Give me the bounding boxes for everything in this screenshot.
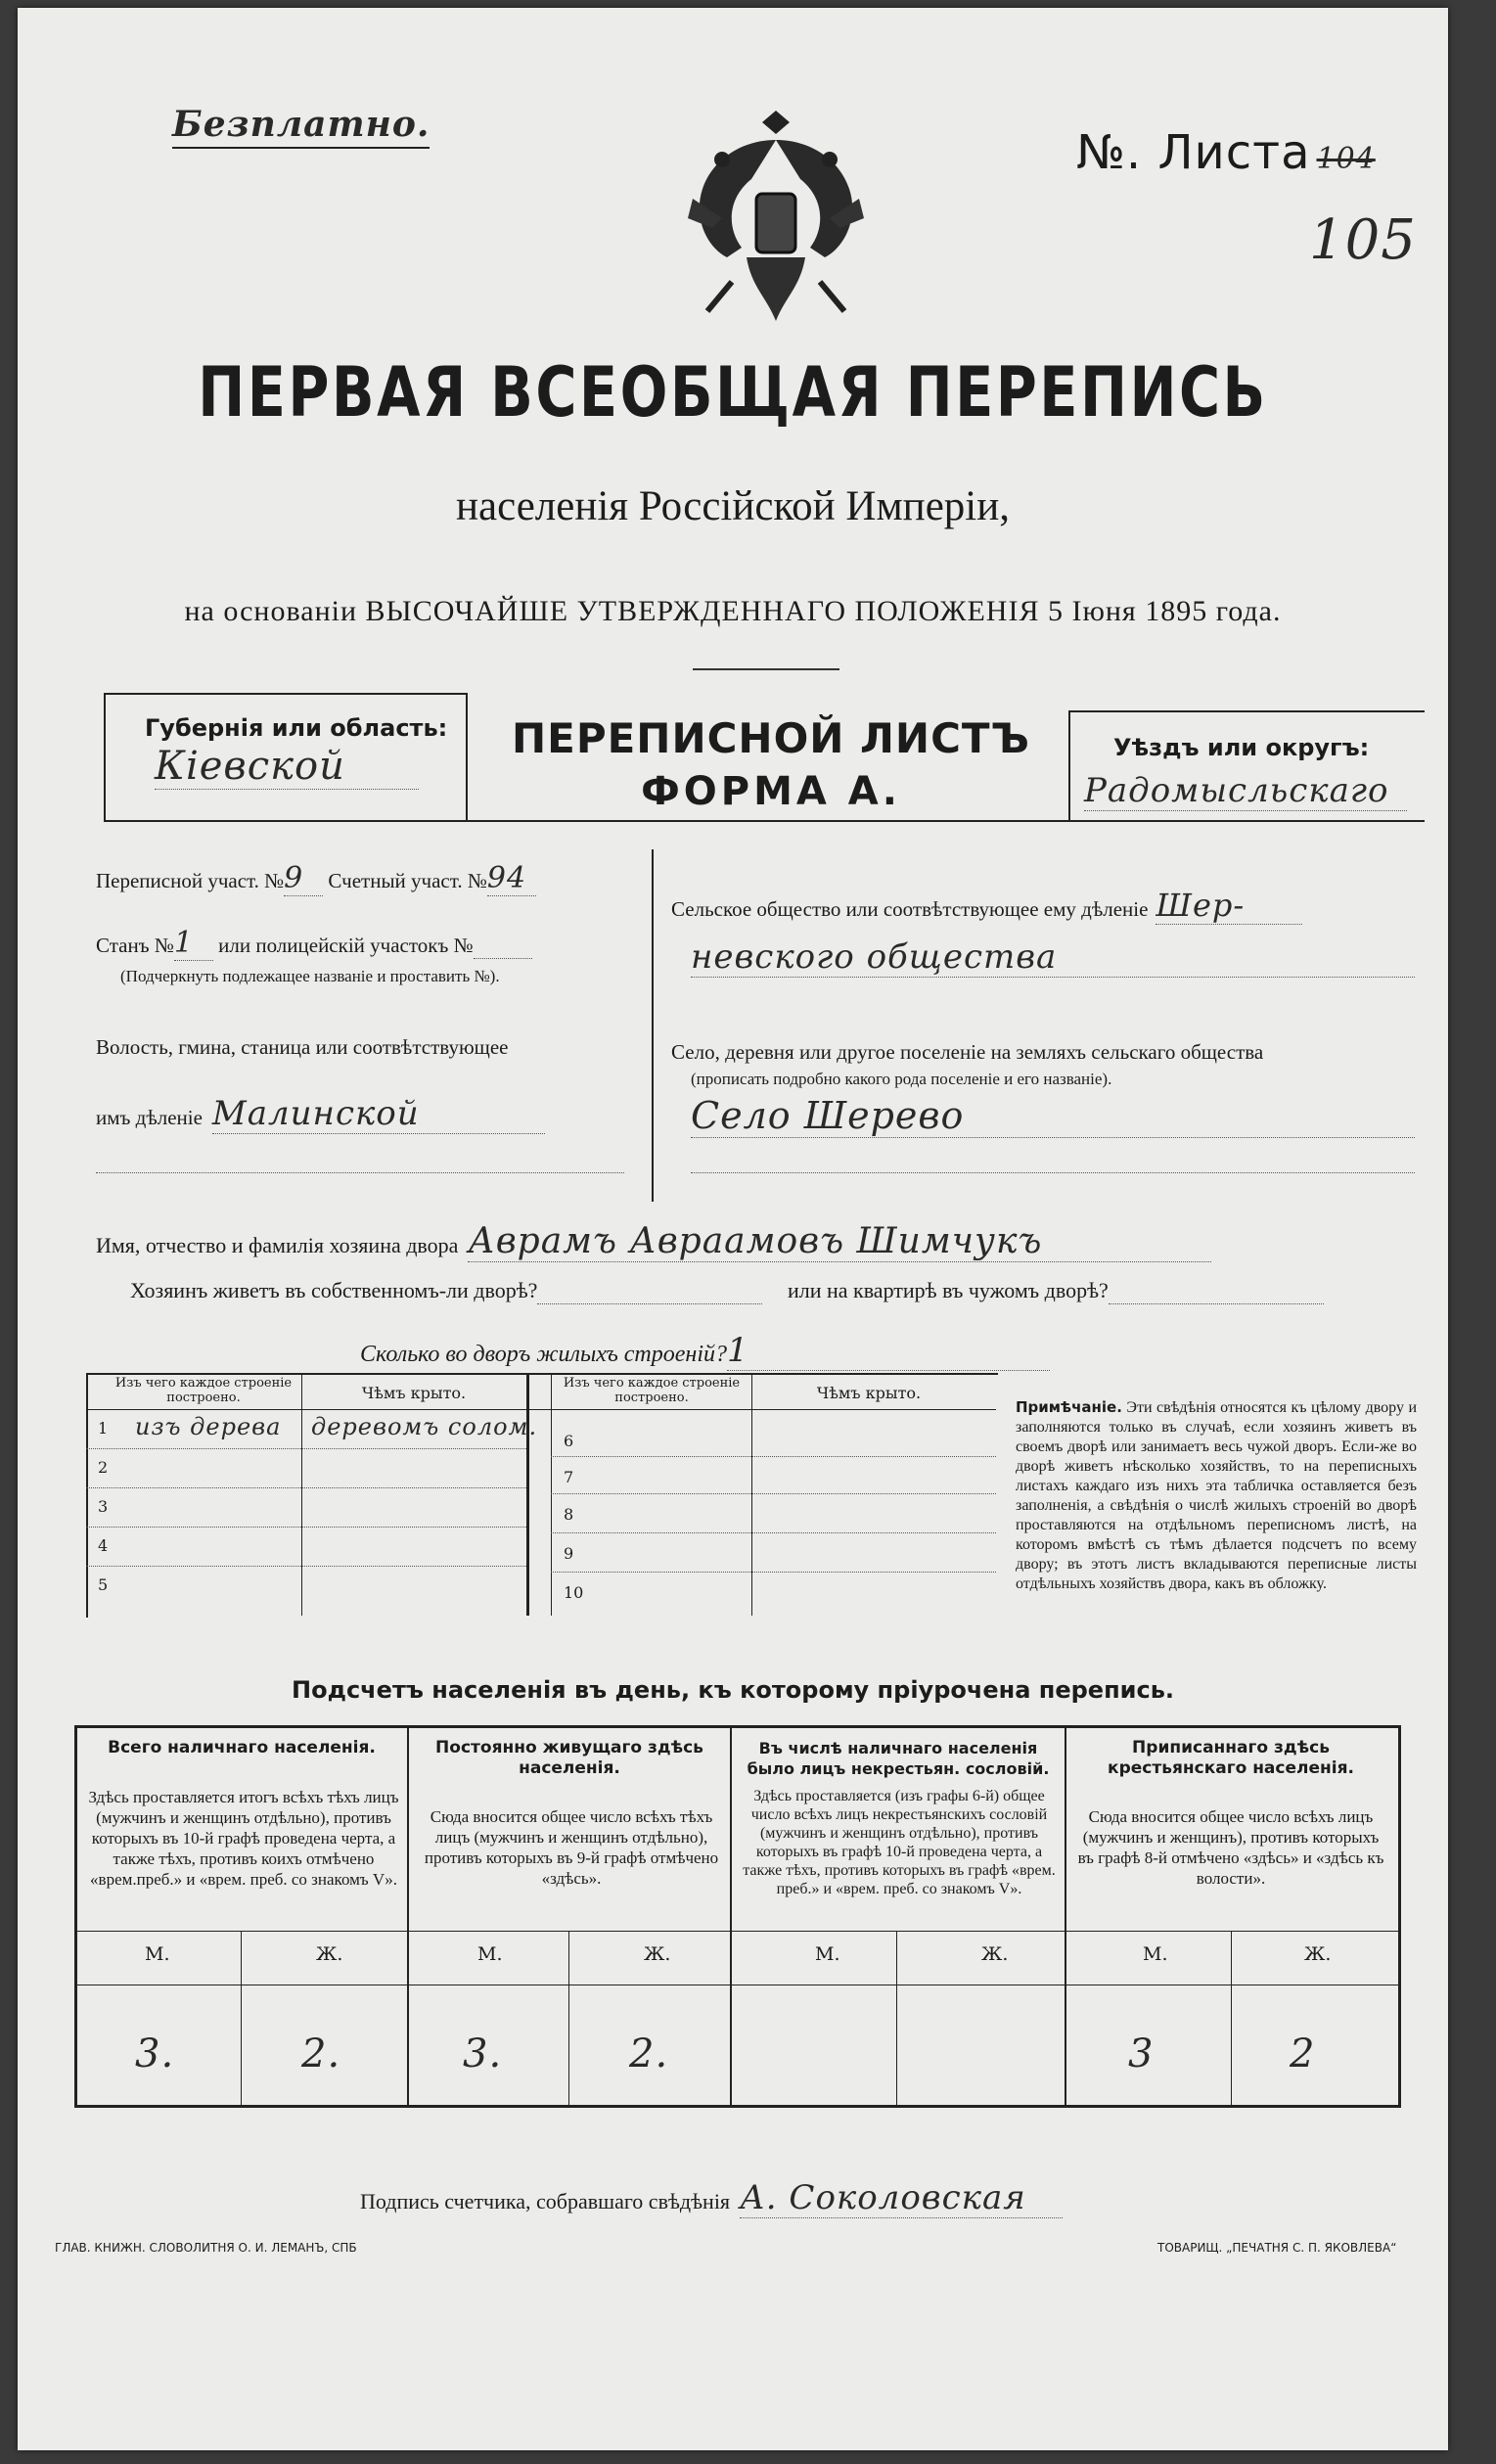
count-table — [74, 1725, 1401, 2108]
owner-label: Имя, отчество и фамилія хозяина двора — [96, 1233, 459, 1257]
note-text: Эти свѣдѣнія относятся къ цѣлому двору и заполняются только въ случаѣ, если хозяинъ живетъ въ своемъ дворѣ или занимаетъ весь чужой дворъ. Если-же во дворѣ живетъ нѣсколько хозяйствъ, то на переписныхъ листахъ каждаго изъ нихъ эта табличка оставляется безъ заполненія, а свѣдѣнія о числѣ жилыхъ строеній во дворѣ проставляются на отдѣльномъ переписномъ листѣ, на которомъ вмѣстѣ съ тѣмъ дѣлается подсчетъ по всему двору; въ этотъ листъ вкладываются переписные листы отдѣльныхъ хозяйствъ двора, какъ въ обложку. — [1016, 1399, 1418, 1592]
row-number: 1 — [98, 1419, 109, 1437]
row-number: 3 — [98, 1497, 109, 1516]
rule — [104, 693, 466, 695]
row-number: 2 — [98, 1458, 109, 1477]
uezd-value: Радомысльскаго — [1084, 771, 1407, 811]
count-m-value: 3. — [463, 2031, 503, 2076]
count-col-head: Всего наличнаго населенія. — [108, 1738, 376, 1757]
count-f-value: 2. — [629, 2031, 669, 2076]
row-number: 6 — [564, 1432, 574, 1450]
gubernia-label: Губернія или область: — [145, 714, 448, 742]
page-title: ПЕРВАЯ ВСЕОБЩАЯ ПЕРЕПИСЬ — [198, 352, 1268, 433]
gubernia-value: Кіевской — [155, 744, 419, 790]
form-name: ФОРМА А. — [641, 769, 901, 814]
perepis-uch-row — [96, 861, 536, 896]
count-m-value: 3 — [1128, 2031, 1155, 2076]
count-col-desc: Сюда вносится общее число всѣхъ тѣхъ лицъ (мужчинъ и женщинъ отдѣльно), противъ которыхъ въ 9-й графѣ отмѣчено «здѣсь». — [424, 1807, 719, 1888]
rule — [896, 1931, 897, 2105]
count-m-value: 3. — [135, 2031, 175, 2076]
row-number: 4 — [98, 1536, 109, 1555]
col-roof-header-2: Чѣмъ крыто. — [816, 1384, 922, 1402]
schet-uch-value: 94 — [487, 861, 536, 896]
census-sheet — [18, 8, 1448, 2450]
selskoe-value-2: невского общества — [691, 937, 1415, 978]
sheet-number-text: №. Листа — [1076, 125, 1311, 180]
volost-label-2: имъ дѣленіе — [96, 1106, 203, 1129]
row-roof: деревомъ солом. — [311, 1413, 538, 1440]
m-label: М. — [145, 1943, 170, 1965]
rule — [652, 849, 654, 1202]
rule — [74, 1931, 1398, 1932]
stan-row — [96, 926, 532, 961]
f-label: Ж. — [316, 1943, 343, 1965]
count-col-head: Приписаннаго здѣсь крестьянскаго населенія. — [1108, 1738, 1354, 1778]
rule — [1065, 1725, 1066, 2105]
selskoe-label: Сельское общество или соотвѣтствующее ему дѣленіе — [671, 897, 1149, 921]
perepis-uch-value: 9 — [284, 861, 323, 896]
buildings-label: Сколько во дворъ жилыхъ строеній? — [360, 1342, 727, 1367]
sheet-number-label — [1076, 125, 1376, 180]
count-col-head: Постоянно живущаго здѣсь населенія. — [435, 1738, 703, 1778]
own-yard-label: Хозяинъ живетъ въ собственномъ-ли дворѣ? — [130, 1278, 538, 1302]
rule — [551, 1373, 552, 1616]
selo-value: Село Шерево — [691, 1094, 1415, 1138]
volost-value: Малинской — [212, 1094, 545, 1134]
police-label: или полицейскій участокъ № — [218, 934, 474, 957]
row-line — [86, 1448, 526, 1449]
row-line — [551, 1572, 996, 1573]
row-line — [551, 1493, 996, 1494]
row-number: 8 — [564, 1505, 574, 1524]
sheet-number-crossed: 104 — [1316, 142, 1376, 176]
rule — [104, 820, 1425, 822]
row-number: 10 — [564, 1583, 584, 1602]
m-label: М. — [477, 1943, 503, 1965]
other-yard-label: или на квартирѣ въ чужомъ дворѣ? — [787, 1278, 1109, 1302]
printer-left: ГЛАВ. КНИЖН. СЛОВОЛИТНЯ О. И. ЛЕМАНЪ, СПБ — [55, 2241, 357, 2255]
note-title: Примѣчаніе. — [1016, 1398, 1122, 1416]
rule — [730, 1725, 732, 2105]
count-col-desc: Здѣсь проставляется (изъ графы 6-й) общее число всѣхъ лицъ некрестьянскихъ сословій (мужчинъ и женщинъ отдѣльно), противъ которыхъ въ графѣ 10-й проведена черта, а также тѣхъ, противъ которыхъ въ графѣ «врем. преб.» и «врем. преб. со знакомъ V». — [743, 1788, 1056, 1897]
police-value — [474, 934, 532, 959]
rule — [1068, 710, 1425, 712]
count-col-desc: Здѣсь проставляется итогъ всѣхъ тѣхъ лицъ (мужчинъ и женщинъ отдѣльно), противъ которыхъ въ 10-й графѣ проведена черта, а также тѣхъ, противъ коихъ отмѣчено «врем.преб.» и «врем. преб. со знакомъ V». — [88, 1788, 399, 1889]
page-subtitle: населенія Россійской Имперіи, — [456, 483, 1010, 529]
other-yard-value — [1109, 1278, 1324, 1304]
f-label: Ж. — [644, 1943, 671, 1965]
buildings-row — [360, 1331, 1050, 1371]
perepis-uch-label: Переписной участ. № — [96, 869, 285, 892]
f-label: Ж. — [1304, 1943, 1332, 1965]
note-block — [1016, 1397, 1417, 1594]
stan-value: 1 — [174, 926, 213, 961]
rule — [86, 1409, 996, 1410]
row-number: 7 — [564, 1468, 574, 1486]
rule — [526, 1373, 529, 1616]
row-line — [86, 1527, 526, 1528]
owner-row — [96, 1221, 1211, 1262]
f-label: Ж. — [981, 1943, 1009, 1965]
row-line — [86, 1487, 526, 1488]
rule — [751, 1373, 752, 1616]
free-label: Безплатно. — [172, 104, 430, 149]
blank-line — [96, 1172, 624, 1173]
rule — [466, 693, 468, 820]
signature-row — [360, 2178, 1063, 2218]
basis-line: на основаніи ВЫСОЧАЙШЕ УТВЕРЖДЕННАГО ПОЛОЖЕНІЯ 5 Іюня 1895 года. — [184, 595, 1282, 627]
volost-row — [96, 1094, 545, 1134]
owner-value: Аврамъ Авраамовъ Шимчукъ — [468, 1221, 1211, 1262]
rule — [568, 1931, 569, 2105]
rule — [1231, 1931, 1232, 2105]
signature-value: А. Соколовская — [740, 2178, 1063, 2218]
selskoe-row — [671, 887, 1302, 925]
col-material-header-2: Изъ чего каждое строеніе построено. — [563, 1376, 741, 1405]
rule — [301, 1373, 302, 1616]
sheet-number-hand: 105 — [1309, 208, 1417, 272]
count-col-desc: Сюда вносится общее число всѣхъ лицъ (мужчинъ и женщинъ), противъ которыхъ въ графѣ 8-й отмѣчено «здѣсь» и «здѣсь къ волости». — [1077, 1807, 1384, 1888]
rule — [241, 1931, 242, 2105]
yard-row — [130, 1278, 1324, 1304]
row-line — [551, 1456, 996, 1457]
col-roof-header: Чѣмъ крыто. — [361, 1384, 467, 1402]
blank-line — [691, 1172, 1415, 1173]
row-line — [551, 1532, 996, 1533]
underline-note: (Подчеркнуть подлежащее названіе и проставить №). — [120, 967, 500, 985]
selo-label: Село, деревня или другое поселеніе на земляхъ сельскаго общества — [671, 1040, 1264, 1064]
row-number: 9 — [564, 1544, 574, 1563]
row-line — [86, 1566, 526, 1567]
uezd-label: Уѣздъ или округъ: — [1113, 734, 1370, 761]
own-yard-value — [537, 1278, 762, 1304]
selo-note: (прописать подробно какого рода поселеніе и его названіе). — [691, 1070, 1112, 1088]
signature-label: Подпись счетчика, собравшаго свѣдѣнія — [360, 2189, 731, 2213]
printer-right: ТОВАРИЩ. „ПЕЧАТНЯ С. П. ЯКОВЛЕВА“ — [1157, 2241, 1397, 2255]
rule — [407, 1725, 409, 2105]
row-material: изъ дерева — [135, 1413, 282, 1440]
form-title: ПЕРЕПИСНОЙ ЛИСТЪ — [511, 714, 1031, 762]
rule — [1068, 710, 1070, 820]
ornament-divider — [693, 668, 839, 670]
count-f-value: 2. — [301, 2031, 341, 2076]
volost-label: Волость, гмина, станица или соотвѣтствующее — [96, 1035, 509, 1059]
count-title: Подсчетъ населенія въ день, къ которому пріурочена перепись. — [292, 1676, 1174, 1704]
col-material-header: Изъ чего каждое строеніе построено. — [114, 1376, 293, 1405]
selskoe-value-1: Шер- — [1156, 887, 1302, 925]
row-number: 5 — [98, 1575, 109, 1594]
double-headed-eagle-emblem — [673, 101, 879, 336]
m-label: М. — [1143, 1943, 1168, 1965]
buildings-value: 1 — [727, 1331, 1050, 1371]
count-col-head: Въ числѣ наличнаго населенія было лицъ некрестьян. сословій. — [747, 1739, 1050, 1778]
stan-label: Станъ № — [96, 934, 174, 957]
count-f-value: 2 — [1290, 2031, 1316, 2076]
m-label: М. — [815, 1943, 840, 1965]
schet-uch-label: Счетный участ. № — [328, 869, 487, 892]
rule — [104, 693, 106, 820]
